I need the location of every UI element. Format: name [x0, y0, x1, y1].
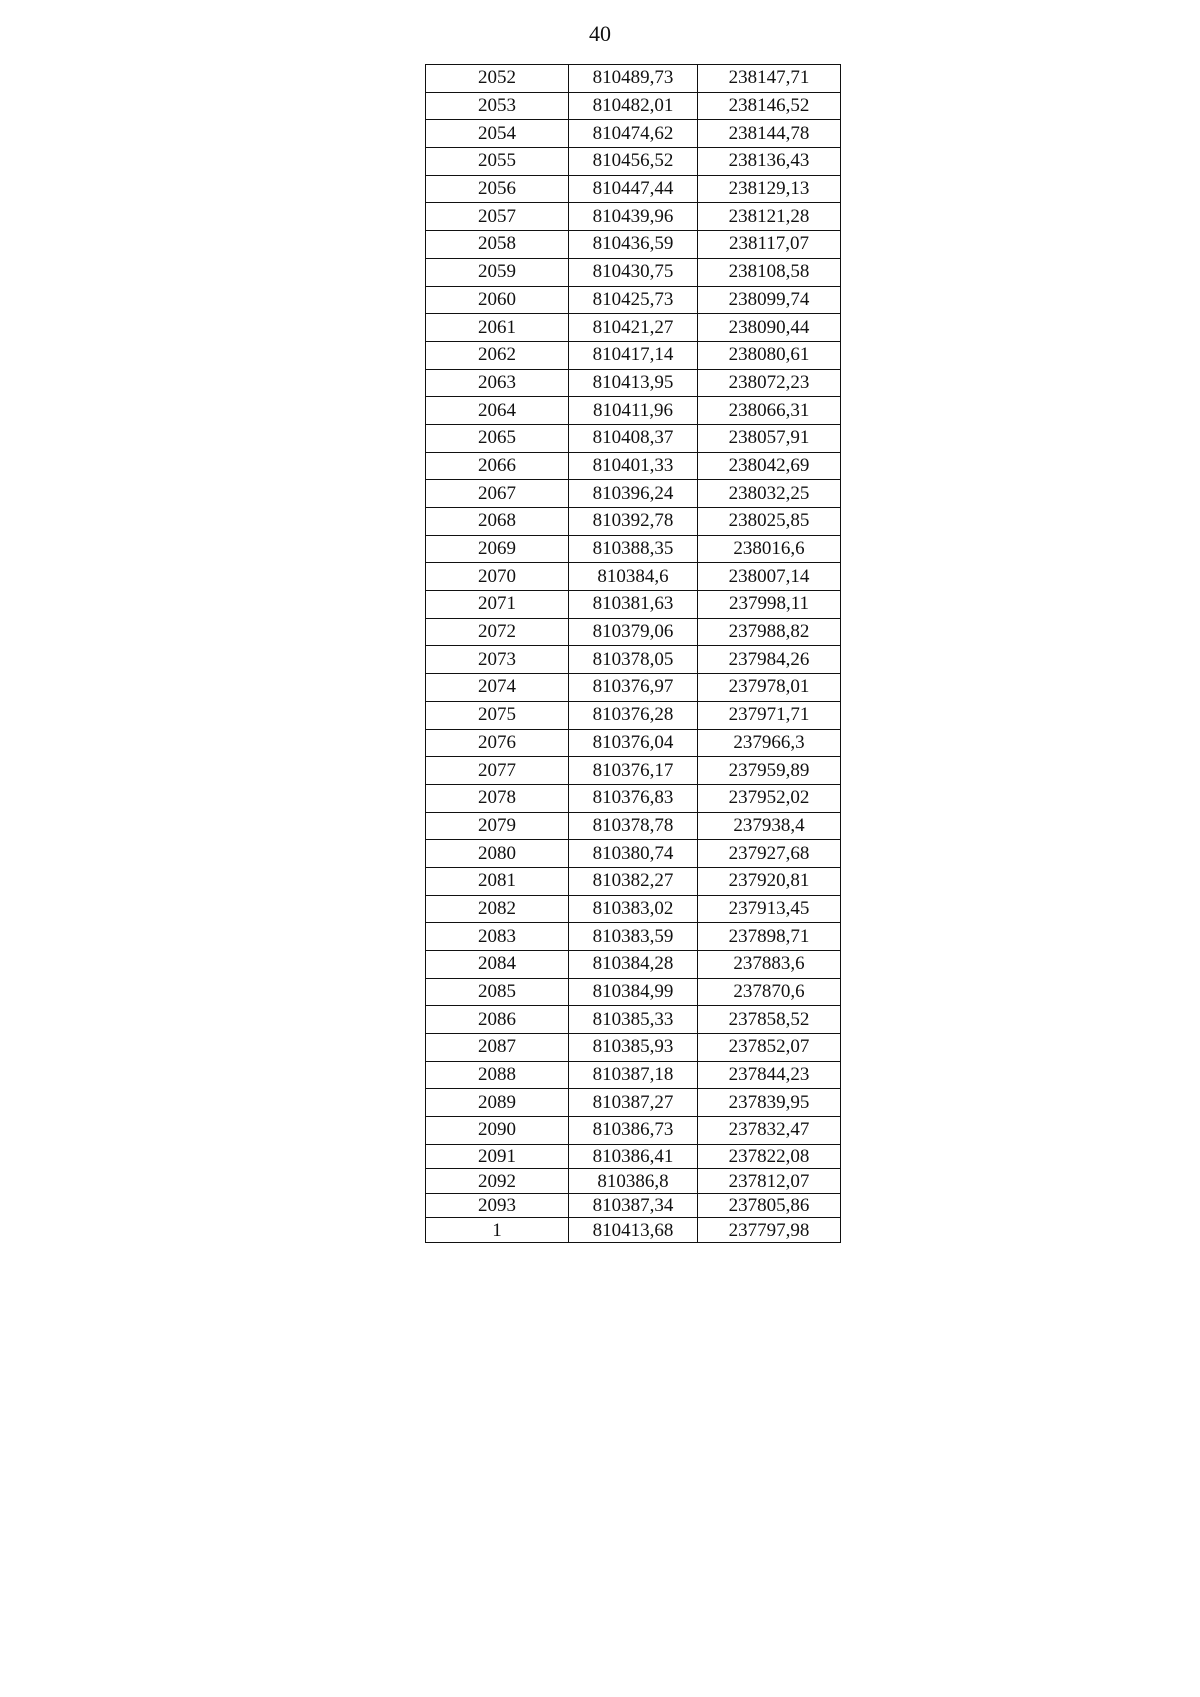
y-coordinate-cell: 237805,86	[698, 1193, 841, 1218]
point-number-cell: 2075	[426, 701, 569, 729]
point-number-cell: 2079	[426, 812, 569, 840]
table-row	[426, 175, 841, 203]
y-coordinate-cell: 237952,02	[698, 784, 841, 812]
x-coordinate-cell: 810384,6	[569, 563, 698, 591]
y-coordinate-cell: 238121,28	[698, 203, 841, 231]
point-number-cell: 2064	[426, 397, 569, 425]
table-row	[426, 535, 841, 563]
y-coordinate-cell: 237920,81	[698, 867, 841, 895]
point-number-cell: 2076	[426, 729, 569, 757]
table-row	[426, 784, 841, 812]
y-coordinate-cell: 238016,6	[698, 535, 841, 563]
table-row	[426, 895, 841, 923]
y-coordinate-cell: 238032,25	[698, 480, 841, 508]
x-coordinate-cell: 810387,34	[569, 1193, 698, 1218]
coordinates-table	[425, 64, 841, 1243]
x-coordinate-cell: 810411,96	[569, 397, 698, 425]
table-row	[426, 563, 841, 591]
point-number-cell: 2067	[426, 480, 569, 508]
point-number-cell: 2085	[426, 978, 569, 1006]
table-row	[426, 978, 841, 1006]
x-coordinate-cell: 810379,06	[569, 618, 698, 646]
point-number-cell: 2055	[426, 148, 569, 176]
y-coordinate-cell: 237959,89	[698, 757, 841, 785]
x-coordinate-cell: 810381,63	[569, 591, 698, 619]
x-coordinate-cell: 810386,8	[569, 1169, 698, 1194]
coordinates-table-body	[426, 65, 841, 1243]
y-coordinate-cell: 237998,11	[698, 591, 841, 619]
point-number-cell: 1	[426, 1218, 569, 1243]
table-row	[426, 65, 841, 93]
point-number-cell: 2081	[426, 867, 569, 895]
x-coordinate-cell: 810482,01	[569, 92, 698, 120]
y-coordinate-cell: 237971,71	[698, 701, 841, 729]
x-coordinate-cell: 810376,04	[569, 729, 698, 757]
x-coordinate-cell: 810417,14	[569, 341, 698, 369]
table-row	[426, 591, 841, 619]
table-row	[426, 1193, 841, 1218]
table-row	[426, 452, 841, 480]
x-coordinate-cell: 810421,27	[569, 314, 698, 342]
point-number-cell: 2061	[426, 314, 569, 342]
table-row	[426, 203, 841, 231]
x-coordinate-cell: 810376,17	[569, 757, 698, 785]
point-number-cell: 2084	[426, 951, 569, 979]
y-coordinate-cell: 238147,71	[698, 65, 841, 93]
point-number-cell: 2082	[426, 895, 569, 923]
y-coordinate-cell: 237988,82	[698, 618, 841, 646]
point-number-cell: 2070	[426, 563, 569, 591]
table-row	[426, 1089, 841, 1117]
table-row	[426, 369, 841, 397]
point-number-cell: 2052	[426, 65, 569, 93]
point-number-cell: 2088	[426, 1061, 569, 1089]
y-coordinate-cell: 238007,14	[698, 563, 841, 591]
point-number-cell: 2063	[426, 369, 569, 397]
point-number-cell: 2087	[426, 1034, 569, 1062]
table-row	[426, 1144, 841, 1169]
table-row	[426, 341, 841, 369]
table-row	[426, 231, 841, 259]
y-coordinate-cell: 238042,69	[698, 452, 841, 480]
x-coordinate-cell: 810386,73	[569, 1117, 698, 1145]
x-coordinate-cell: 810384,28	[569, 951, 698, 979]
x-coordinate-cell: 810489,73	[569, 65, 698, 93]
table-row	[426, 258, 841, 286]
x-coordinate-cell: 810408,37	[569, 424, 698, 452]
x-coordinate-cell: 810401,33	[569, 452, 698, 480]
point-number-cell: 2054	[426, 120, 569, 148]
table-row	[426, 314, 841, 342]
y-coordinate-cell: 238080,61	[698, 341, 841, 369]
x-coordinate-cell: 810413,95	[569, 369, 698, 397]
x-coordinate-cell: 810380,74	[569, 840, 698, 868]
table-row	[426, 646, 841, 674]
y-coordinate-cell: 237883,6	[698, 951, 841, 979]
point-number-cell: 2083	[426, 923, 569, 951]
x-coordinate-cell: 810474,62	[569, 120, 698, 148]
table-row	[426, 148, 841, 176]
point-number-cell: 2065	[426, 424, 569, 452]
x-coordinate-cell: 810384,99	[569, 978, 698, 1006]
x-coordinate-cell: 810378,05	[569, 646, 698, 674]
table-row	[426, 951, 841, 979]
y-coordinate-cell: 237870,6	[698, 978, 841, 1006]
point-number-cell: 2073	[426, 646, 569, 674]
point-number-cell: 2062	[426, 341, 569, 369]
y-coordinate-cell: 238136,43	[698, 148, 841, 176]
x-coordinate-cell: 810456,52	[569, 148, 698, 176]
x-coordinate-cell: 810386,41	[569, 1144, 698, 1169]
point-number-cell: 2092	[426, 1169, 569, 1194]
table-row	[426, 286, 841, 314]
y-coordinate-cell: 237844,23	[698, 1061, 841, 1089]
x-coordinate-cell: 810387,27	[569, 1089, 698, 1117]
x-coordinate-cell: 810385,93	[569, 1034, 698, 1062]
table-row	[426, 480, 841, 508]
y-coordinate-cell: 237852,07	[698, 1034, 841, 1062]
point-number-cell: 2060	[426, 286, 569, 314]
y-coordinate-cell: 237812,07	[698, 1169, 841, 1194]
table-row	[426, 92, 841, 120]
point-number-cell: 2068	[426, 508, 569, 536]
point-number-cell: 2091	[426, 1144, 569, 1169]
x-coordinate-cell: 810387,18	[569, 1061, 698, 1089]
point-number-cell: 2059	[426, 258, 569, 286]
page-number: 40	[589, 21, 611, 46]
y-coordinate-cell: 237966,3	[698, 729, 841, 757]
table-row	[426, 1169, 841, 1194]
y-coordinate-cell: 237832,47	[698, 1117, 841, 1145]
point-number-cell: 2053	[426, 92, 569, 120]
x-coordinate-cell: 810385,33	[569, 1006, 698, 1034]
point-number-cell: 2072	[426, 618, 569, 646]
table-row	[426, 1034, 841, 1062]
point-number-cell: 2074	[426, 674, 569, 702]
x-coordinate-cell: 810430,75	[569, 258, 698, 286]
table-row	[426, 424, 841, 452]
table-row	[426, 618, 841, 646]
y-coordinate-cell: 238129,13	[698, 175, 841, 203]
x-coordinate-cell: 810382,27	[569, 867, 698, 895]
point-number-cell: 2057	[426, 203, 569, 231]
table-row	[426, 757, 841, 785]
point-number-cell: 2056	[426, 175, 569, 203]
y-coordinate-cell: 238099,74	[698, 286, 841, 314]
table-row	[426, 812, 841, 840]
table-row	[426, 1117, 841, 1145]
point-number-cell: 2090	[426, 1117, 569, 1145]
point-number-cell: 2071	[426, 591, 569, 619]
x-coordinate-cell: 810388,35	[569, 535, 698, 563]
x-coordinate-cell: 810378,78	[569, 812, 698, 840]
point-number-cell: 2093	[426, 1193, 569, 1218]
y-coordinate-cell: 238072,23	[698, 369, 841, 397]
x-coordinate-cell: 810436,59	[569, 231, 698, 259]
table-row	[426, 397, 841, 425]
table-row	[426, 120, 841, 148]
y-coordinate-cell: 238090,44	[698, 314, 841, 342]
x-coordinate-cell: 810447,44	[569, 175, 698, 203]
y-coordinate-cell: 237927,68	[698, 840, 841, 868]
x-coordinate-cell: 810376,83	[569, 784, 698, 812]
table-row	[426, 1006, 841, 1034]
x-coordinate-cell: 810425,73	[569, 286, 698, 314]
y-coordinate-cell: 237797,98	[698, 1218, 841, 1243]
table-row	[426, 840, 841, 868]
table-row	[426, 1061, 841, 1089]
point-number-cell: 2069	[426, 535, 569, 563]
y-coordinate-cell: 237839,95	[698, 1089, 841, 1117]
y-coordinate-cell: 237978,01	[698, 674, 841, 702]
table-row	[426, 701, 841, 729]
x-coordinate-cell: 810392,78	[569, 508, 698, 536]
y-coordinate-cell: 238025,85	[698, 508, 841, 536]
table-row	[426, 508, 841, 536]
y-coordinate-cell: 237984,26	[698, 646, 841, 674]
x-coordinate-cell: 810376,97	[569, 674, 698, 702]
y-coordinate-cell: 238066,31	[698, 397, 841, 425]
x-coordinate-cell: 810376,28	[569, 701, 698, 729]
table-row	[426, 1218, 841, 1243]
point-number-cell: 2066	[426, 452, 569, 480]
point-number-cell: 2080	[426, 840, 569, 868]
point-number-cell: 2078	[426, 784, 569, 812]
table-row	[426, 674, 841, 702]
x-coordinate-cell: 810396,24	[569, 480, 698, 508]
y-coordinate-cell: 237858,52	[698, 1006, 841, 1034]
point-number-cell: 2089	[426, 1089, 569, 1117]
point-number-cell: 2077	[426, 757, 569, 785]
x-coordinate-cell: 810383,02	[569, 895, 698, 923]
y-coordinate-cell: 237938,4	[698, 812, 841, 840]
y-coordinate-cell: 238117,07	[698, 231, 841, 259]
point-number-cell: 2086	[426, 1006, 569, 1034]
y-coordinate-cell: 237913,45	[698, 895, 841, 923]
table-row	[426, 729, 841, 757]
x-coordinate-cell: 810439,96	[569, 203, 698, 231]
y-coordinate-cell: 237822,08	[698, 1144, 841, 1169]
y-coordinate-cell: 238144,78	[698, 120, 841, 148]
y-coordinate-cell: 238108,58	[698, 258, 841, 286]
point-number-cell: 2058	[426, 231, 569, 259]
table-row	[426, 867, 841, 895]
y-coordinate-cell: 238057,91	[698, 424, 841, 452]
y-coordinate-cell: 238146,52	[698, 92, 841, 120]
x-coordinate-cell: 810383,59	[569, 923, 698, 951]
y-coordinate-cell: 237898,71	[698, 923, 841, 951]
table-row	[426, 923, 841, 951]
x-coordinate-cell: 810413,68	[569, 1218, 698, 1243]
